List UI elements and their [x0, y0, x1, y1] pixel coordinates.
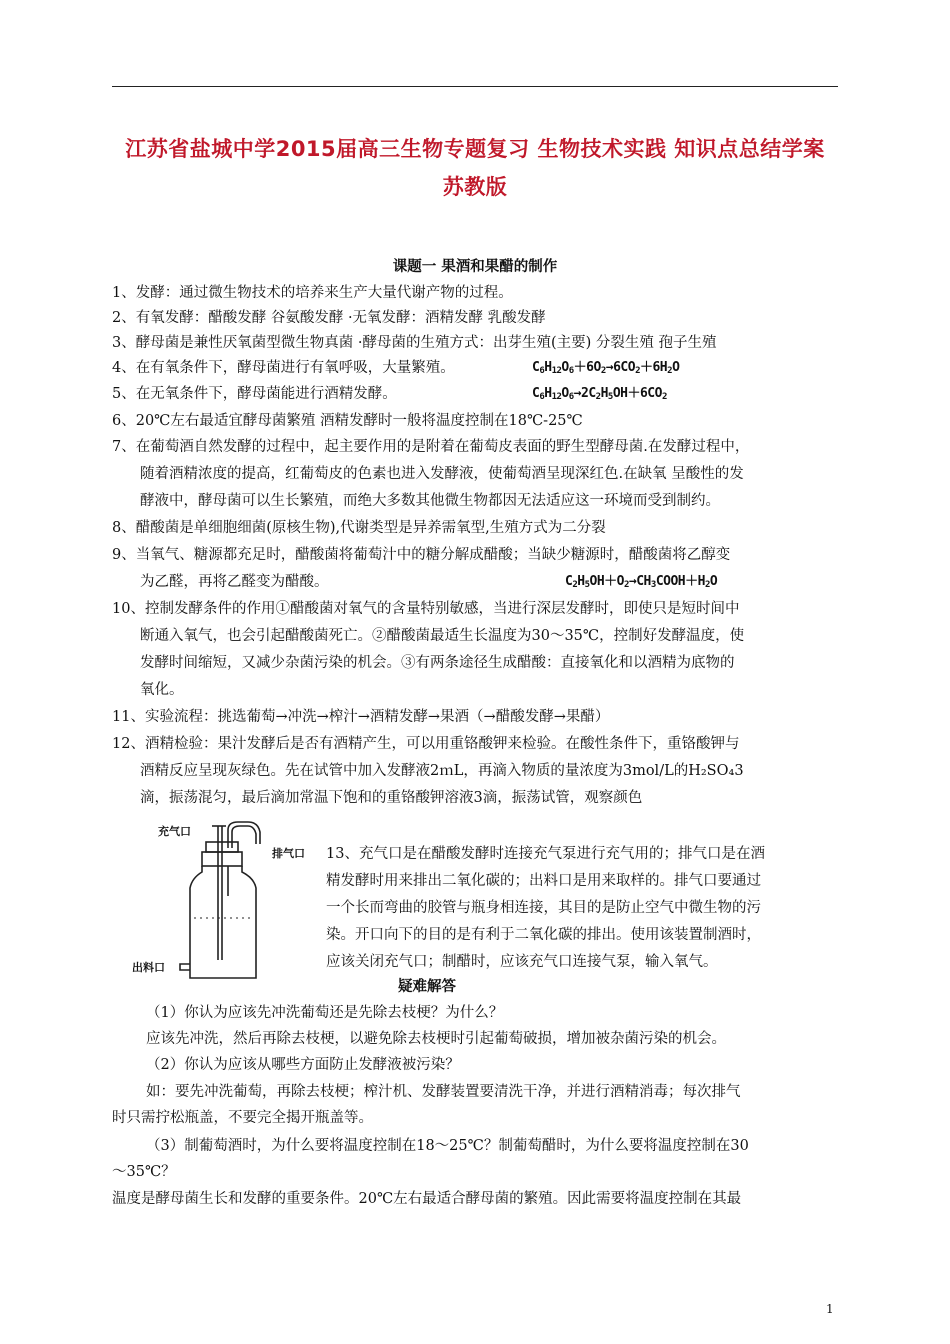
item-7-line1: 7、在葡萄酒自然发酵的过程中，起主要作用的是附着在葡萄皮表面的野生型酵母菌.在发酵过程中，: [112, 439, 750, 455]
doc-title-line2: 苏教版: [442, 175, 508, 199]
qa-heading: 疑难解答: [398, 979, 456, 995]
item-11: 11、实验流程：挑选葡萄→冲洗→榨汁→酒精发酵→果酒（→醋酸发酵→果醋）: [112, 709, 610, 725]
equation-anaerobic: $C_6H_{12}O_6\to 2C_2H_5OH+6CO_2$: [532, 386, 667, 402]
item-12-line2-end: 3: [734, 763, 744, 779]
item-4: 4、在有氧条件下，酵母菌进行有氧呼吸，大量繁殖。: [112, 360, 455, 376]
item-10-line1: 10、控制发酵条件的作用①醋酸菌对氧气的含量特别敏感，当进行深层发酵时，即使只是短时间中: [112, 601, 740, 617]
item-8: 8、醋酸菌是单细胞细菌(原核生物),代谢类型是异养需氧型,生殖方式为二分裂: [112, 520, 606, 536]
outlet-label: 出料口: [132, 961, 165, 974]
item-10-line2: 断通入氧气，也会引起醋酸菌死亡。②醋酸菌最适生长温度为30～35℃，控制好发酵温度，使: [140, 628, 745, 644]
answer-3: 温度是酵母菌生长和发酵的重要条件。20℃左右最适合酵母菌的繁殖。因此需要将温度控制在其最: [112, 1191, 742, 1207]
item-12-line2-text: 酒精反应呈现灰绿色。先在试管中加入发酵液2ｍL，再滴入物质的量浓度为3mol/L的: [140, 763, 689, 779]
item-9-line1: 9、当氧气、糖源都充足时，醋酸菌将葡萄汁中的糖分解成醋酸；当缺少糖源时，醋酸菌将乙醇变: [112, 547, 731, 563]
header-rule: [112, 86, 838, 87]
answer-2-line1: 如：要先冲洗葡萄，再除去枝梗；榨汁机、发酵装置要清洗干净，并进行酒精消毒；每次排气: [146, 1084, 741, 1100]
question-3-line1: （3）制葡萄酒时，为什么要将温度控制在18～25℃？制葡萄醋时，为什么要将温度控制在30: [146, 1138, 749, 1154]
item-13-line5: 应该关闭充气口；制醋时，应该充气口连接气泵，输入氧气。: [326, 954, 718, 970]
inlet-label: 充气口: [158, 825, 191, 838]
answer-1: 应该先冲洗，然后再除去枝梗，以避免除去枝梗时引起葡萄破损，增加被杂菌污染的机会。: [146, 1031, 726, 1047]
question-3-line2: ～35℃？: [112, 1164, 176, 1180]
item-12-line1: 12、酒精检验：果汁发酵后是否有酒精产生，可以用重铬酸钾来检验。在酸性条件下，重铬酸钾与: [112, 736, 740, 752]
equation-acetic: $C_2H_5OH+O_2\to CH_3COOH+H_2O$: [565, 574, 718, 590]
item-9-line2: 为乙醛，再将乙醛变为醋酸。: [140, 574, 329, 590]
item-7-line3: 酵液中，酵母菌可以生长繁殖，而绝大多数其他微生物都因无法适应这一环境而受到制约。: [140, 493, 720, 509]
item-1: 1、发酵：通过微生物技术的培养来生产大量代谢产物的过程。: [112, 285, 513, 301]
equation-aerobic: $C_6H_{12}O_6+6O_2\to 6CO_2+6H_2O$: [532, 360, 680, 376]
item-13-line4: 染。开口向下的目的是有利于二氧化碳的排出。使用该装置制酒时，: [326, 927, 761, 943]
question-2: （2）你认为应该从哪些方面防止发酵液被污染？: [146, 1057, 460, 1073]
item-13-line2: 精发酵时用来排出二氧化碳的；出料口是用来取样的。排气口要通过: [326, 873, 761, 889]
fermentation-bottle-diagram: [130, 818, 320, 993]
item-12-line3: 滴，振荡混匀，最后滴加常温下饱和的重铬酸钾溶液3滴，振荡试管，观察颜色: [140, 790, 643, 806]
item-7-line2: 随着酒精浓度的提高，红葡萄皮的色素也进入发酵液，使葡萄酒呈现深红色.在缺氧 呈酸性的发: [140, 466, 744, 482]
item-13-line1: 13、充气口是在醋酸发酵时连接充气泵进行充气用的；排气口是在酒: [326, 846, 765, 862]
page-number: 1: [826, 1302, 834, 1316]
question-1: （1）你认为应该先冲洗葡萄还是先除去枝梗？为什么？: [146, 1005, 504, 1021]
item-10-line3: 发酵时间缩短，又减少杂菌污染的机会。③有两条途径生成醋酸：直接氧化和以酒精为底物的: [140, 655, 735, 671]
lesson-heading: 课题一 果酒和果醋的制作: [392, 259, 558, 275]
h2so4-formula: H₂SO₄: [688, 763, 735, 779]
item-13-line3: 一个长而弯曲的胶管与瓶身相连接，其目的是防止空气中微生物的污: [326, 900, 761, 916]
answer-2-line2: 时只需拧松瓶盖，不要完全揭开瓶盖等。: [112, 1110, 373, 1126]
item-3: 3、酵母菌是兼性厌氧菌型微生物真菌 ·酵母菌的生殖方式：出芽生殖(主要) 分裂生殖 孢子生殖: [112, 335, 717, 351]
doc-title-line1: 江苏省盐城中学2015届高三生物专题复习 生物技术实践 知识点总结学案: [125, 137, 825, 161]
item-12-line2: [140, 761, 744, 781]
item-6: 6、20℃左右最适宜酵母菌繁殖 酒精发酵时一般将温度控制在18℃-25℃: [112, 413, 583, 429]
item-10-line4: 氧化。: [140, 682, 184, 698]
item-5: 5、在无氧条件下，酵母菌能进行酒精发酵。: [112, 386, 397, 402]
item-2: 2、有氧发酵：醋酸发酵 谷氨酸发酵 ·无氧发酵：酒精发酵 乳酸发酵: [112, 310, 546, 326]
exhaust-label: 排气口: [272, 847, 305, 860]
